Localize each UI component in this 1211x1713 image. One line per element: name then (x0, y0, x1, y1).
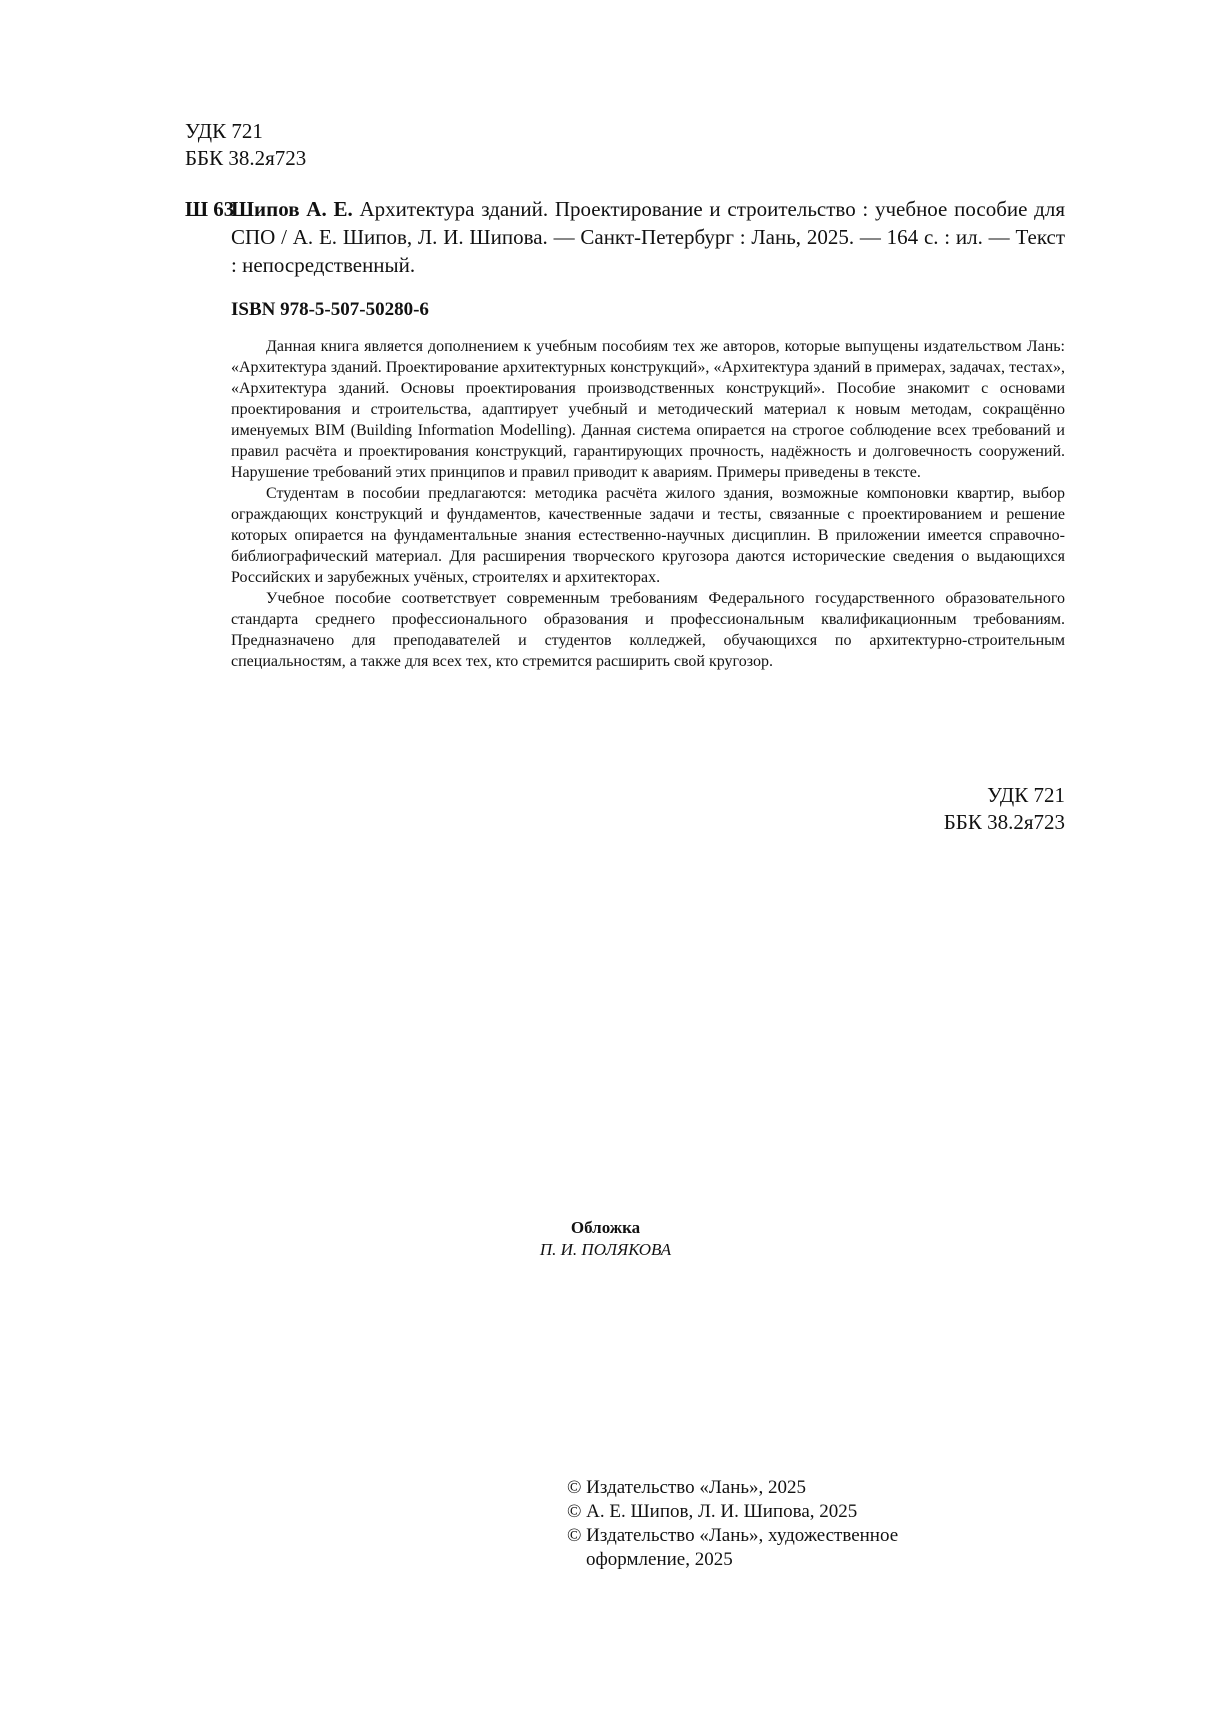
top-classification-codes (185, 118, 306, 172)
bbk-code: ББК 38.2я723 (943, 810, 1065, 834)
bibliographic-record (185, 195, 1065, 279)
copyright-block (567, 1476, 966, 1572)
annotation-paragraph: Студентам в пособии предлагаются: методика расчёта жилого здания, возможные компоновки квартир, выбор ограждающих конструкций и фундаментов, качественные задачи и тесты, связанные с проектированием и решение которых опирается на фундаментальные знания естественно-научных дисциплин. В приложении имеется справочно-библиографический материал. Для расширения творческого кругозора даются исторические сведения о выдающихся Российских и зарубежных учёных, строителях и архитекторах. (231, 485, 1065, 586)
author-sign: Ш 63 (185, 197, 235, 221)
udk-code: УДК 721 (987, 783, 1065, 807)
bibliographic-description (231, 195, 1065, 279)
title-description: Архитектура зданий. Проектирование и строительство : учебное пособие для СПО / А. Е. Шипов, Л. И. Шипова. — Санкт-Петербург : Лань, 2025. — 164 с. : ил. — Текст : непосредственный. (231, 197, 1065, 277)
annotation-paragraph: Данная книга является дополнением к учебным пособиям тех же авторов, которые выпущены издательством Лань: «Архитектура зданий. Проектирование архитектурных конструкций», «Архитектура зданий в примерах, задачах, тестах», «Архитектура зданий. Основы проектирования производственных конструкций». Пособие знакомит с основами проектирования и строительства, адаптирует учебный и методический материал к новым методам, сокращённо именуемых BIM (Building Information Modelling). Данная система опирается на строгое соблюдение всех требований и правил расчёта и проектирования конструкций, гарантирующих прочность, надёжность и долговечность сооружений. Нарушение требований этих принципов и правил приводит к авариям. Примеры приведены в тексте. (231, 338, 1065, 481)
copyright-line: © А. Е. Шипов, Л. И. Шипова, 2025 (567, 1501, 858, 1522)
annotation-paragraph: Учебное пособие соответствует современным требованиям Федерального государственного образовательного стандарта среднего профессионального образования и профессиональным квалификационным требованиям. Предназначено для преподавателей и студентов колледжей, обучающихся по архитектурно-строительным специальностям, а также для всех тех, кто стремится расширить свой кругозор. (231, 590, 1065, 670)
author-name: Шипов А. Е. (231, 197, 353, 221)
isbn: ISBN 978-5-507-50280-6 (231, 299, 429, 320)
cover-title: Обложка (570, 1218, 641, 1237)
cover-credit (0, 1217, 1211, 1261)
annotation (231, 336, 1065, 672)
udk-code: УДК 721 (185, 119, 263, 143)
bbk-code: ББК 38.2я723 (185, 146, 307, 170)
copyright-line: © Издательство «Лань», 2025 (567, 1477, 807, 1498)
bottom-classification-codes (944, 782, 1065, 836)
copyright-line: © Издательство «Лань», художественное оформление, 2025 (567, 1525, 899, 1570)
cover-author: П. И. ПОЛЯКОВА (539, 1240, 672, 1259)
